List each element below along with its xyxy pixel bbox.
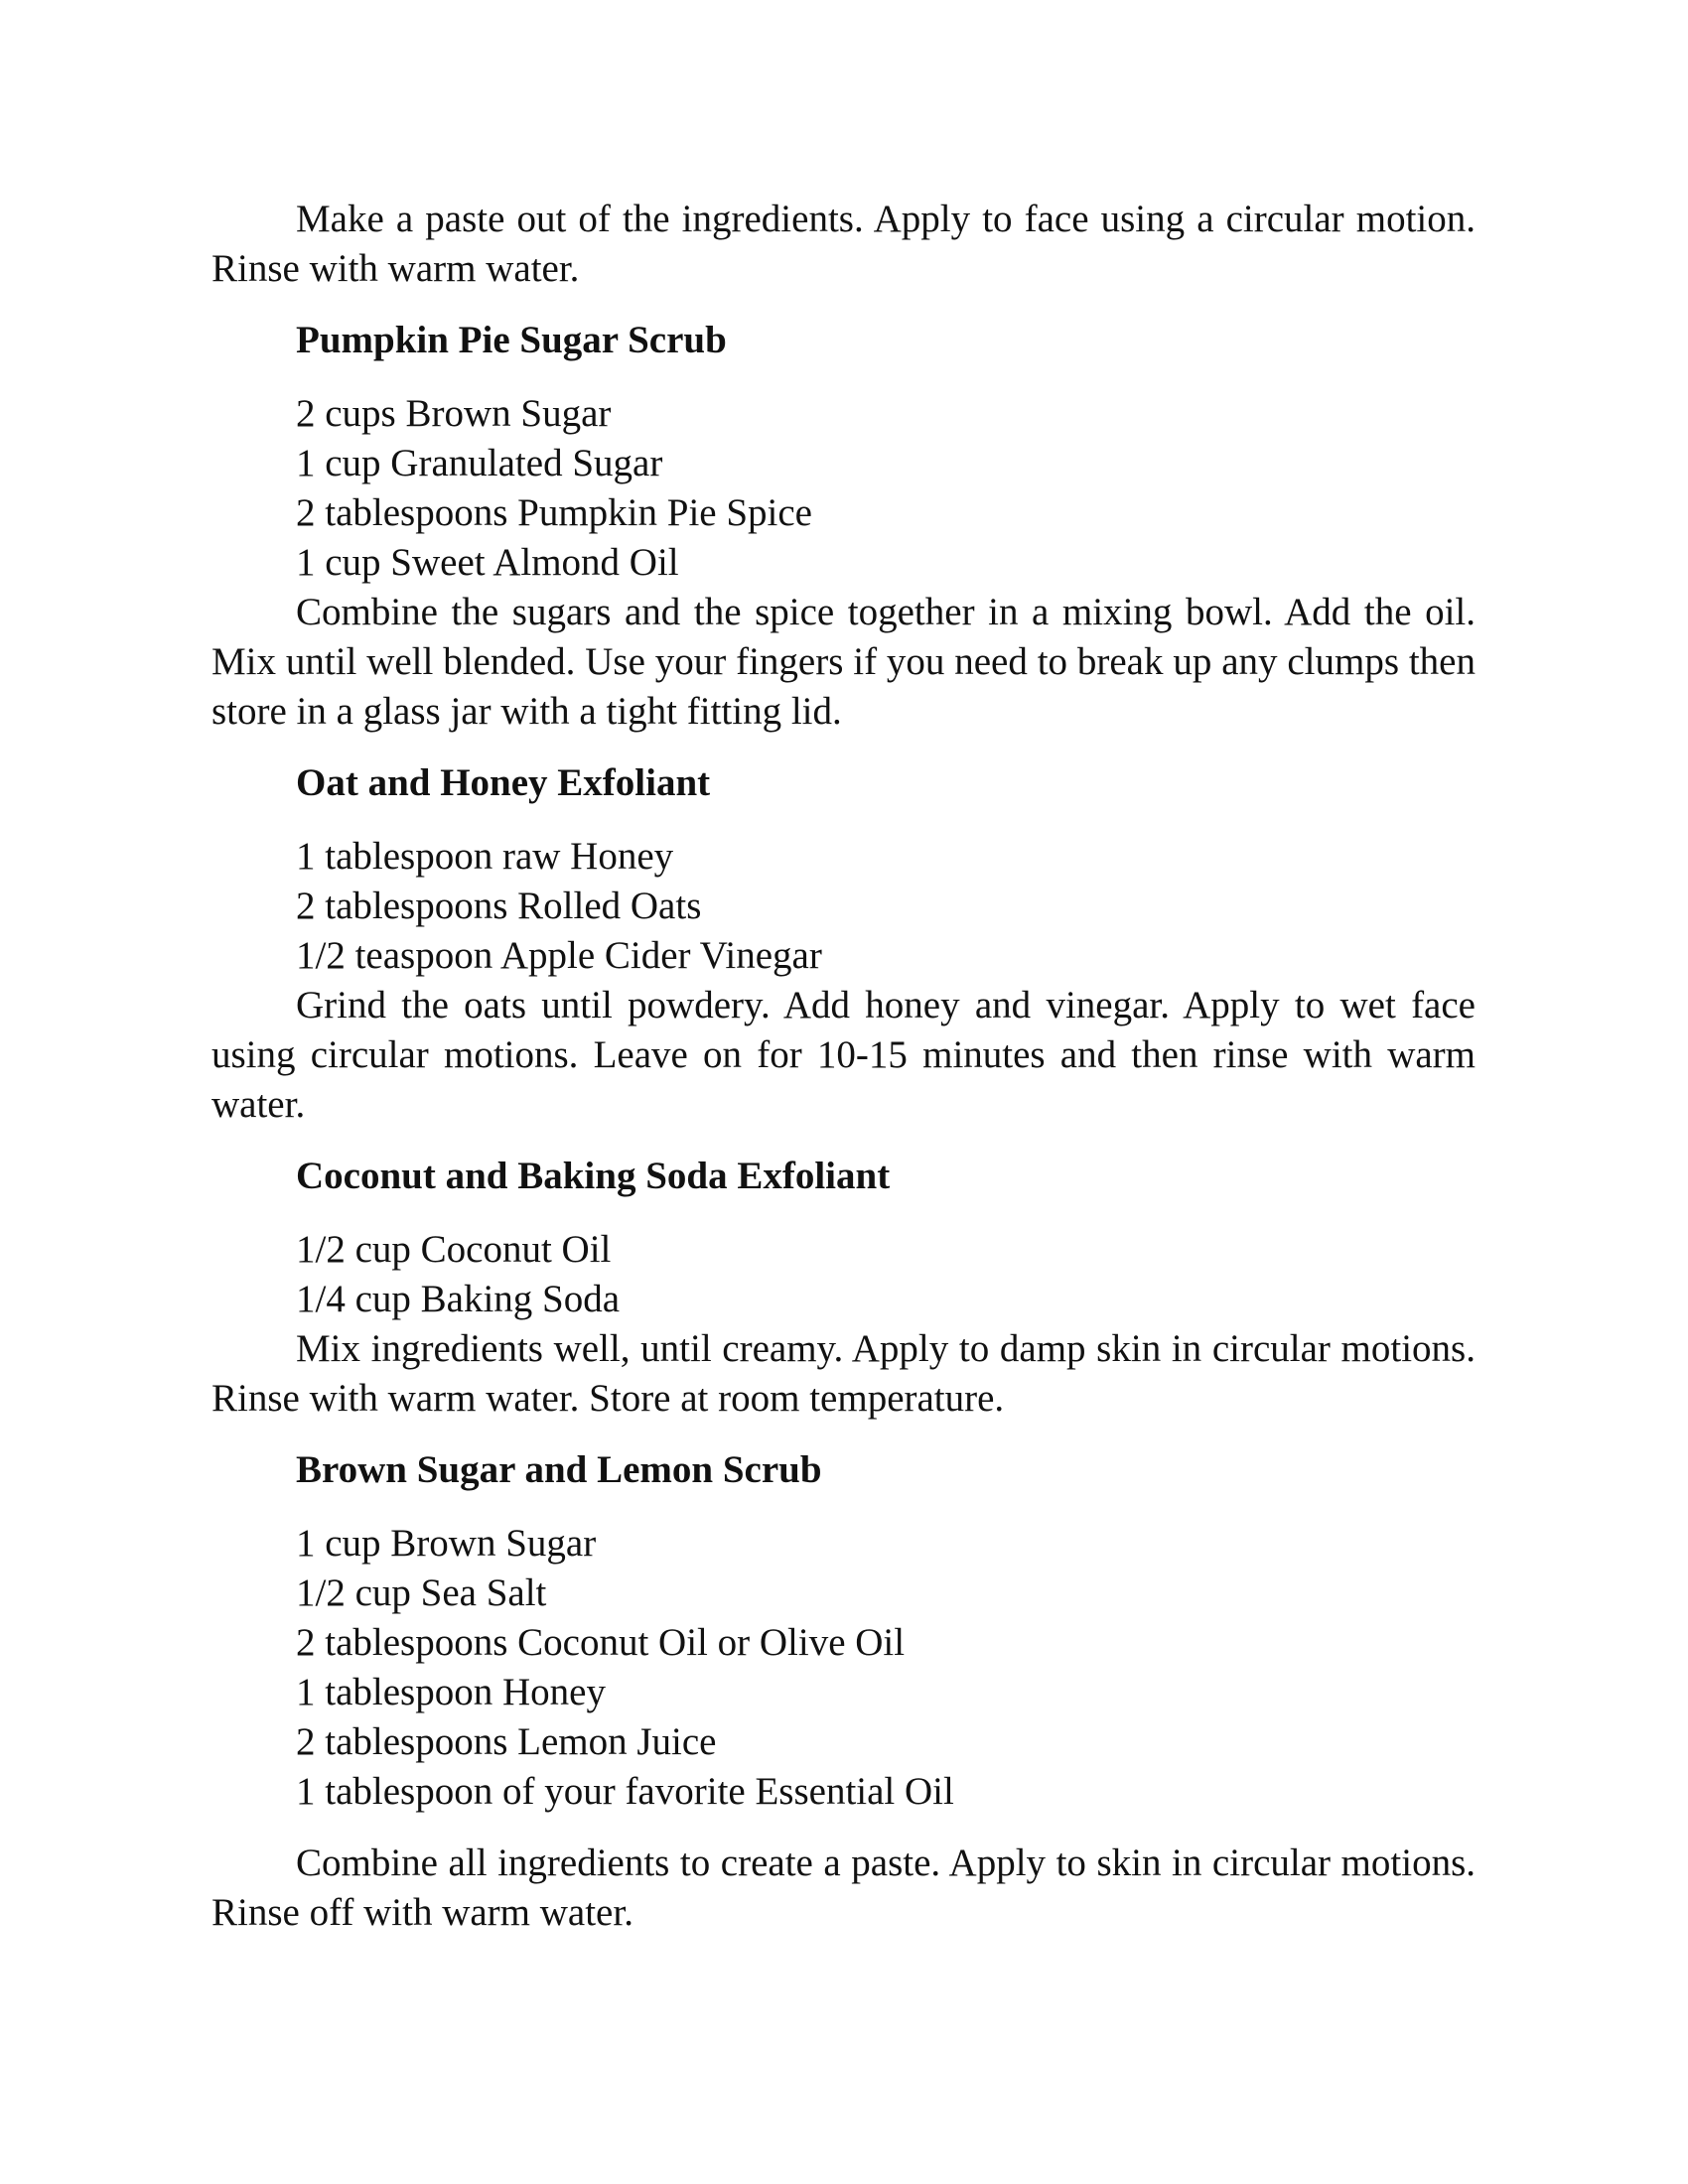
ingredient-item: 1 tablespoon of your favorite Essential Oil <box>296 1770 954 1813</box>
ingredient-item: 1/2 cup Coconut Oil <box>296 1228 612 1271</box>
recipe-oat-and-honey-exfoliant <box>211 758 1476 1130</box>
ingredient-list <box>211 1519 1476 1817</box>
recipe-title: Brown Sugar and Lemon Scrub <box>296 1448 822 1491</box>
recipe-coconut-and-baking-soda-exfoliant <box>211 1152 1476 1424</box>
ingredient-item: 2 tablespoons Lemon Juice <box>296 1720 717 1763</box>
ingredient-item: 1 cup Granulated Sugar <box>296 442 663 484</box>
recipe-title: Oat and Honey Exfoliant <box>296 761 711 804</box>
ingredient-list <box>211 389 1476 588</box>
ingredient-list <box>211 1225 1476 1324</box>
ingredient-item: 2 tablespoons Pumpkin Pie Spice <box>296 491 812 534</box>
ingredient-item: 2 tablespoons Coconut Oil or Olive Oil <box>296 1621 906 1664</box>
ingredient-item: 1 tablespoon Honey <box>296 1671 606 1713</box>
recipe-title: Pumpkin Pie Sugar Scrub <box>296 319 727 361</box>
recipe-brown-sugar-and-lemon-scrub <box>211 1445 1476 1938</box>
ingredient-item: 1 cup Sweet Almond Oil <box>296 541 679 584</box>
ingredient-item: 1/2 teaspoon Apple Cider Vinegar <box>296 934 822 977</box>
recipe-instructions: Combine all ingredients to create a paste. Apply to skin in circular motions. Rinse off with warm water. <box>211 1842 1476 1934</box>
ingredient-item: 1/2 cup Sea Salt <box>296 1571 547 1614</box>
ingredient-list <box>211 832 1476 981</box>
document-page <box>211 195 1476 1938</box>
recipe-title: Coconut and Baking Soda Exfoliant <box>296 1155 891 1197</box>
intro-paragraph: Make a paste out of the ingredients. Apply to face using a circular motion. Rinse with warm water. <box>211 198 1476 290</box>
recipe-pumpkin-pie-sugar-scrub <box>211 316 1476 737</box>
ingredient-item: 1 tablespoon raw Honey <box>296 835 674 878</box>
recipe-instructions: Mix ingredients well, until creamy. Apply to damp skin in circular motions. Rinse with warm water. Store at room temperature. <box>211 1327 1476 1420</box>
ingredient-item: 2 cups Brown Sugar <box>296 392 612 435</box>
ingredient-item: 1 cup Brown Sugar <box>296 1522 597 1565</box>
ingredient-item: 2 tablespoons Rolled Oats <box>296 885 702 927</box>
recipe-instructions: Combine the sugars and the spice together in a mixing bowl. Add the oil. Mix until well blended. Use your fingers if you need to break up any clumps then store in a glass jar with a tight fitting lid. <box>211 591 1476 733</box>
recipe-instructions: Grind the oats until powdery. Add honey and vinegar. Apply to wet face using circular motions. Leave on for 10-15 minutes and then rinse with warm water. <box>211 984 1476 1126</box>
ingredient-item: 1/4 cup Baking Soda <box>296 1278 621 1320</box>
